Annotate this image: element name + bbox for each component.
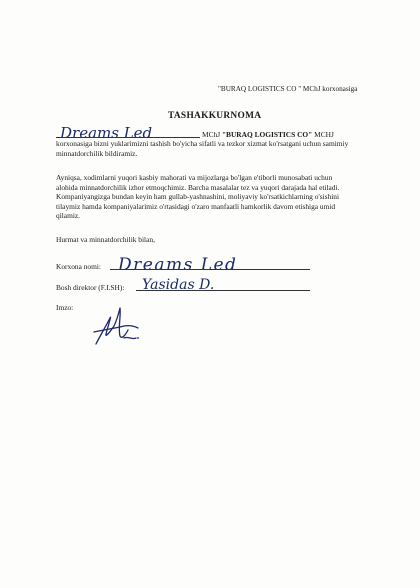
signature-image (88, 296, 148, 352)
closing-text: Hurmat va minnatdorchilik bilan, (56, 235, 155, 244)
recipient-line: "BURAQ LOGISTICS CO " MChJ korxonasiga (218, 85, 358, 93)
company-name: "BURAQ LOGISTICS CO" (221, 130, 313, 139)
intro-company-line (56, 137, 200, 138)
company-type: MCHJ (314, 130, 334, 139)
intro-line-3: minnatdorchilik bildiramiz. (56, 148, 138, 158)
document-title: TASHAKKURNOMA (168, 111, 262, 121)
svg-text:Yasidas D.: Yasidas D. (142, 277, 215, 293)
company-name-field-line (110, 269, 310, 270)
paragraph-line: qilamiz. (56, 211, 81, 220)
signature-label: Imzo: (56, 303, 74, 312)
paragraph-line: alohida minnatdorchilik izhor etmoqchimiz. Barcha masalalar tez va yuqori darajada hal etiladi. (56, 182, 340, 192)
intro-line-2: korxonasiga bizni yuklarimizni tashish bo'yicha sifatli va tezkor xizmat ko'rsatgani uchun samimiy (56, 139, 349, 148)
svg-text:Dreams Led: Dreams Led (118, 255, 238, 275)
svg-text:Dreams Led: Dreams Led (60, 124, 153, 142)
director-label: Bosh direktor (F.I.SH): (56, 283, 125, 292)
company-suffix: MChJ (202, 130, 221, 139)
paragraph-line: tilaymiz hamda kompaniyalarimiz o'rtasidagi o'zaro manfaatli hamkorlik davom etishiga umid (56, 201, 336, 211)
company-name-label: Korxona nomi: (56, 262, 101, 271)
director-field-line (136, 290, 310, 291)
paragraph-line: Ayniqsa, xodimlarni yuqori kasbiy mahorati va mijozlarga bo'lgan e'tiborli munosabati uchun (56, 173, 333, 182)
paragraph-line: Kompaniyangizga bundan keyin ham gullab-yashnashini, moliyaviy ko'rsatkichlarning o'sishini (56, 192, 340, 201)
